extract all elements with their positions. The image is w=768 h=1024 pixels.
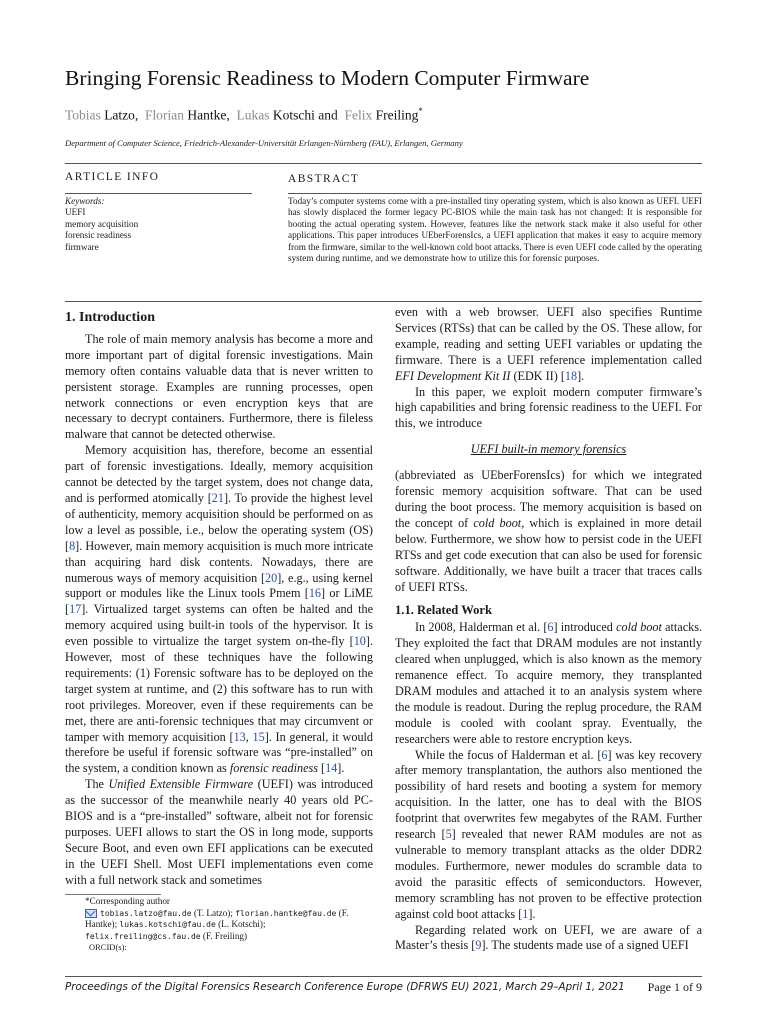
citation-link[interactable]: 13 bbox=[233, 729, 246, 744]
footer-venue: Proceedings of the Digital Forensics Research Conference Europe (DFRWS EU) 2021, March 29–April 1, 2021 bbox=[65, 981, 625, 993]
related-paragraph-3: Regarding related work on UEFI, we are aware of a Master’s thesis [9]. The students made use of a signed UEFI bbox=[395, 922, 702, 953]
email-link[interactable]: florian.hantke@fau.de bbox=[235, 908, 337, 918]
subsection-heading-related-work: 1.1. Related Work bbox=[395, 603, 493, 618]
divider bbox=[65, 163, 702, 164]
email-list: tobias.latzo@fau.de (T. Latzo); florian.hantke@fau.de (F. Hantke); lukas.kotschi@fau.de (L. Kotschi); felix.freiling@cs.fau.de (F. Freiling) bbox=[85, 907, 349, 941]
author-separator: and bbox=[314, 107, 338, 123]
intro-paragraph-1: The role of main memory analysis has become a more and more important part of digital forensic investigations. Main memory often contains valuable data that is never written to persistent storage. Examples are running processes, open network connections or even encryption keys that are necessary to decrypt containers. Furthermore, there is fileless malware that cannot be detected otherwise. bbox=[65, 331, 373, 442]
orcid-label: ORCID(s): bbox=[89, 942, 127, 953]
abstract-heading: ABSTRACT bbox=[288, 173, 360, 185]
citation-link[interactable]: 8 bbox=[69, 538, 76, 553]
author-first-name: Florian bbox=[145, 107, 185, 123]
keywords-block bbox=[65, 196, 252, 253]
related-paragraph-1: In 2008, Halderman et al. [6] introduced cold boot attacks. They exploited the fact that DRAM modules are not instantly cleared when unplugged, which is also known as the memory remanence effect. To acquire memory, they transplanted DRAM modules and attached it to an analysis system where the module is readout. During the replug procedure, the RAM module is cooled with coolant spray. Eventually, the researchers were able to restore encryption keys. bbox=[395, 620, 703, 746]
footnote-rule bbox=[65, 894, 161, 895]
keyword: memory acquisition bbox=[65, 218, 139, 229]
citation-link[interactable]: 20 bbox=[265, 570, 278, 585]
author-last-name: Freiling bbox=[375, 107, 419, 123]
footer-rule bbox=[65, 976, 702, 977]
author-first-name: Lukas bbox=[236, 107, 270, 123]
author-first-name: Tobias bbox=[65, 107, 101, 123]
corresponding-author-note: *Corresponding author bbox=[85, 896, 170, 906]
page-number: Page 1 of 9 bbox=[647, 980, 702, 994]
related-paragraph-2: While the focus of Halderman et al. [6] was key recovery after memory transplantation, the authors also mentioned the possibility of hard resets and booting a system for memory acquisition. In the latter, one has to deal with the BIOS footprint that overwrites few megabytes of the RAM. Further research [5] revealed that newer RAM modules are not as vulnerable to memory transplant attacks as the older DDR2 modules. Furthermore, newer modules do scramble data to avoid the parasitic effects of semiconductors. However, memory scrambling has not proven to be effective protection against cold boot attacks [1]. bbox=[395, 747, 702, 921]
keyword: forensic readiness bbox=[65, 230, 132, 241]
footnote bbox=[65, 896, 373, 954]
email-link[interactable]: felix.freiling@cs.fau.de bbox=[85, 931, 201, 941]
abstract-text: Today’s computer systems come with a pre-installed tiny operating system, which is also known as UEFI. UEFI has slowly displaced the former legacy PC-BIOS while the main task has not changed: It is responsible for booting the actual operating system. However, features like the network stack make it also useful for other applications. This paper introduces UEberForensIcs, a UEFI application that makes it easy to acquire memory from the firmware, similar to the well-known cold boot attacks. There is even UEFI code called by the operating system during runtime, and we demonstrate how to utilize this for forensic purposes. bbox=[288, 196, 702, 264]
citation-link[interactable]: 6 bbox=[547, 620, 554, 635]
author-last-name: Kotschi bbox=[272, 107, 315, 123]
citation-link[interactable]: 15 bbox=[252, 729, 265, 744]
name-expansion: UEFI built-in memory forensics bbox=[470, 442, 627, 457]
citation-link[interactable]: 5 bbox=[445, 827, 452, 842]
citation-link[interactable]: 21 bbox=[211, 490, 224, 505]
divider bbox=[65, 193, 252, 194]
citation-link[interactable]: 10 bbox=[353, 634, 366, 649]
affiliation: Department of Computer Science, Friedrich-Alexander-Universität Erlangen-Nürnberg (FAU), Erlangen, Germany bbox=[65, 138, 463, 148]
citation-link[interactable]: 1 bbox=[522, 906, 529, 921]
keywords-label: Keywords: bbox=[65, 196, 105, 206]
section-heading-introduction: 1. Introduction bbox=[65, 310, 155, 325]
keyword: firmware bbox=[65, 241, 99, 252]
right-column bbox=[395, 305, 702, 954]
email-link[interactable]: tobias.latzo@fau.de bbox=[100, 908, 192, 918]
keyword: UEFI bbox=[65, 207, 86, 218]
author-list bbox=[65, 106, 423, 124]
left-column bbox=[65, 310, 373, 889]
divider bbox=[288, 193, 702, 194]
author-last-name: Hantke bbox=[187, 107, 227, 123]
paper-title: Bringing Forensic Readiness to Modern Computer Firmware bbox=[65, 66, 590, 90]
intro-paragraph-4: even with a web browser. UEFI also specifies Runtime Services (RTSs) that can be called by the OS. These allow, for example, reading and setting UEFI variables or updating the firmware. There is a UEFI reference implementation called EFI Development Kit II (EDK II) [18]. bbox=[395, 305, 702, 383]
citation-link[interactable]: 9 bbox=[475, 938, 482, 953]
email-icon bbox=[85, 909, 97, 918]
intro-paragraph-6: (abbreviated as UEberForensIcs) for which we integrated forensic memory acquisition software. That can be used during the boot process. The memory acquisition is based on the concept of cold boot, which is explained in more detail below. Furthermore, we show how to persist code in the UEFI RTSs and get code execution that can also be used for forensic software. Additionally, we have built a tracer that traces calls of UEFI RTSs. bbox=[395, 468, 703, 594]
citation-link[interactable]: 16 bbox=[308, 586, 322, 601]
corresponding-author-mark: * bbox=[418, 106, 423, 116]
author-separator: , bbox=[134, 107, 139, 123]
citation-link[interactable]: 18 bbox=[564, 368, 578, 383]
intro-paragraph-3: The Unified Extensible Firmware (UEFI) was introduced as the successor of the meanwhile nearly 40 years old PC-BIOS and is a “pre-installed” software, albeit not for forensic purposes. UEFI allows to start the OS in long mode, supports Secure Boot, and even own EFI applications can be executed in the UEFI Shell. Most UEFI implementations even come with a full network stack and sometimes bbox=[65, 777, 373, 887]
divider bbox=[65, 301, 702, 302]
article-info-heading: ARTICLE INFO bbox=[65, 171, 160, 183]
email-link[interactable]: lukas.kotschi@fau.de bbox=[119, 920, 216, 930]
citation-link[interactable]: 14 bbox=[325, 761, 338, 776]
author-last-name: Latzo bbox=[104, 107, 135, 123]
intro-paragraph-5: In this paper, we exploit modern computer firmware’s high capabilities and bring forensic readiness to the UEFI. For this, we introduce bbox=[395, 384, 702, 431]
citation-link[interactable]: 6 bbox=[601, 747, 608, 762]
intro-paragraph-2: Memory acquisition has, therefore, become an essential part of forensic investigations. Ideally, memory acquisition cannot be detected by the target system, does not change data, and is performed atomically [21]. To provide the highest level of authenticity, memory acquisition should be performed on as low a level as possible, i.e., below the operating system (OS) [8]. However, main memory acquisition is much more intricate than acquiring hard disk contents. Nowadays, there are numerous ways of memory acquisition [20], e.g., using kernel support or modules like the Linux tools Pmem [16] or LiME [17]. Virtualized target systems can often be halted and the memory acquired using built-in tools of the hypervisor. It is even possible to virtualize the target system on-the-fly [10]. However, most of these techniques have the following requirements: (1) Forensic software has to be deployed on the target system at runtime, and (2) this software has to run with root privileges. Moreover, even if these requirements can be met, there are anti-forensic techniques that may circumvent or tamper with memory acquisition [13, 15]. In general, it would therefore be useful if forensic software was “pre-installed” on the system, a condition known as forensic readiness [14]. bbox=[65, 443, 374, 776]
author-first-name: Felix bbox=[344, 107, 373, 123]
author-separator: , bbox=[226, 107, 230, 123]
citation-link[interactable]: 17 bbox=[69, 602, 82, 617]
